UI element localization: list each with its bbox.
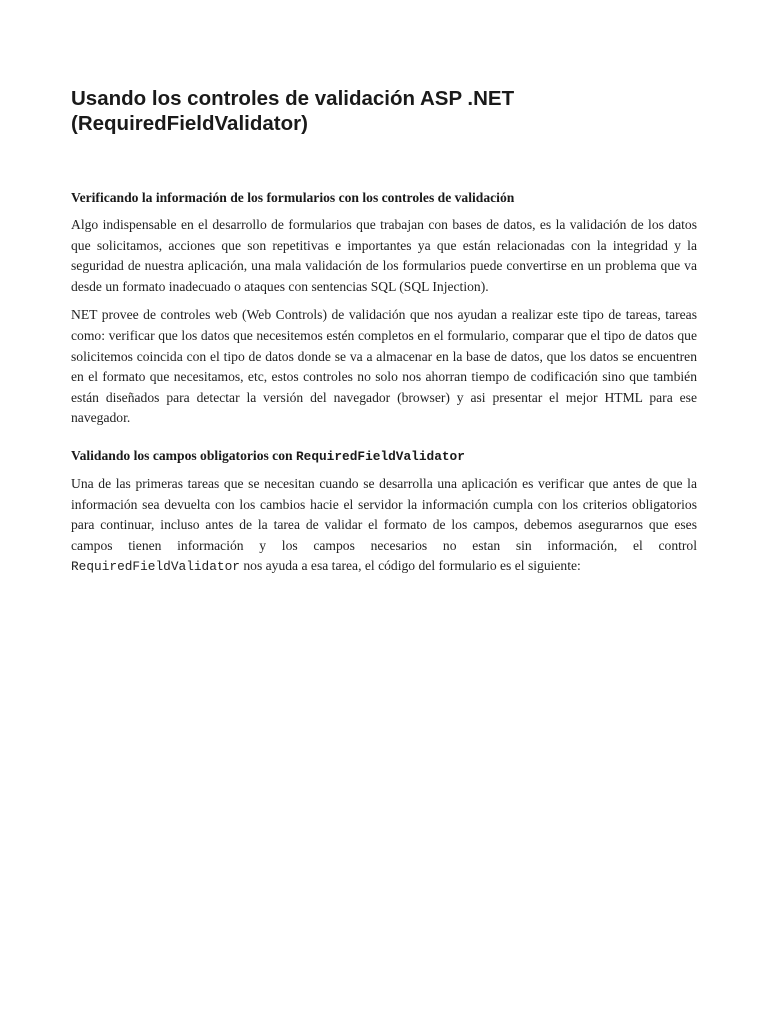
- section-heading-validando: [71, 447, 697, 466]
- page-title-line-1: Usando los controles de validación ASP .NET: [71, 87, 515, 110]
- paragraph-intro: Algo indispensable en el desarrollo de formularios que trabajan con bases de datos, es la validación de los datos que solicitamos, acciones que son repetitivas e importantes ya que están relacionadas con la integridad y la seguridad de nuestra aplicación, una mala validación de los formularios puede convertirse en un problema que va desde un formato inadecuado o ataques con sentencias SQL (SQL Injection).: [71, 217, 697, 294]
- section-heading-code: RequiredFieldValidator: [295, 448, 465, 464]
- section-heading-verificando: Verificando la información de los formularios con los controles de validación: [71, 190, 515, 205]
- page-title: [71, 86, 697, 136]
- page-title-line-2: (RequiredFieldValidator): [71, 112, 308, 135]
- inline-code: RequiredFieldValidator: [71, 559, 240, 575]
- paragraph-text-part-2: nos ayuda a esa tarea, el código del formulario es el siguiente:: [239, 558, 581, 574]
- paragraph-required-field: [71, 474, 697, 578]
- section-heading-text: Validando los campos obligatorios con: [71, 447, 296, 463]
- paragraph-web-controls: NET provee de controles web (Web Controls) de validación que nos ayudan a realizar este tipo de tareas, tareas como: verificar que los datos que necesitemos estén completos en el formulario, comparar que el tipo de datos que solicitemos coincida con el tipo de datos donde se va a almacenar en la base de datos, que los datos se encuentren en el formato que necesitamos, etc, estos controles no solo nos ahorran tiempo de codificación sino que también están diseñados para detectar la versión del navegador (browser) y asi presentar el mejor HTML para ese navegador.: [71, 307, 697, 426]
- paragraph-text-part-1: Una de las primeras tareas que se necesitan cuando se desarrolla una aplicación es verificar que antes de que la información sea devuelta con los cambios hacie el servidor la información cumpla con los criterios obligatorios para continuar, incluso antes de la tarea de validar el formato de los campos, debemos asegurarnos que eses campos tienen información y los campos necesarios no estan sin información, el control: [71, 475, 697, 553]
